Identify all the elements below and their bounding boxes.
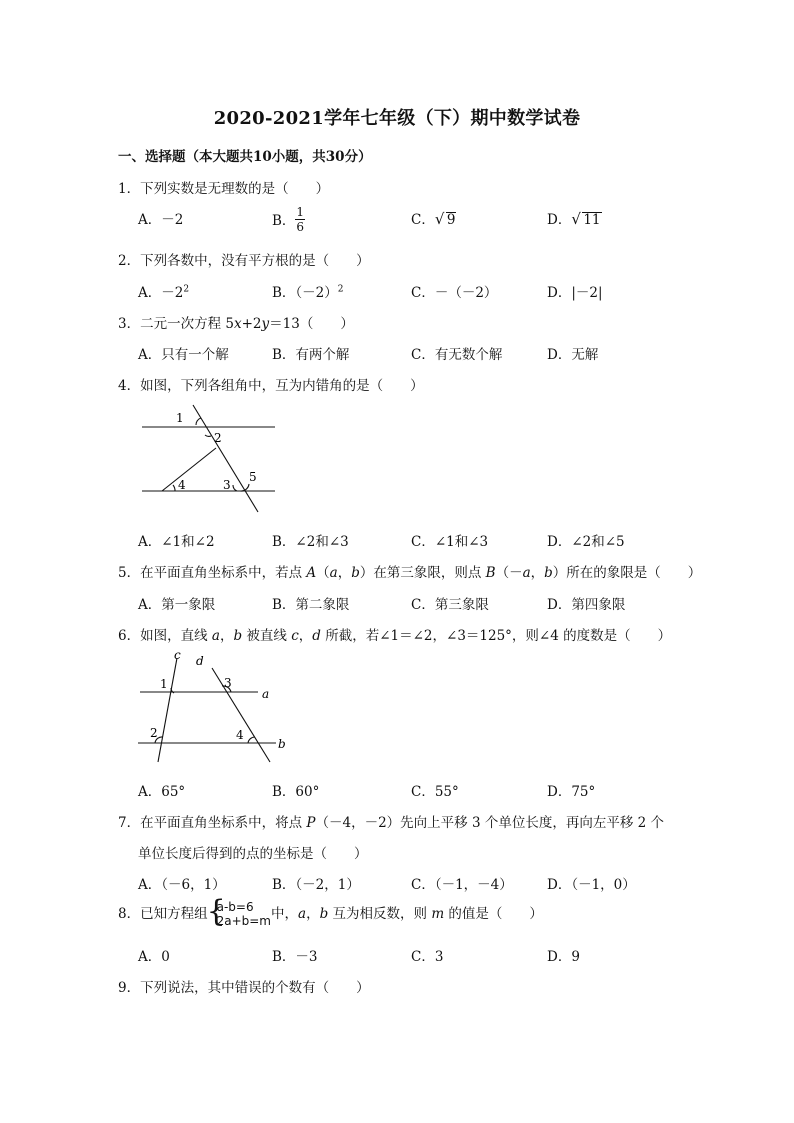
option-d: D．75° — [547, 784, 596, 800]
question-5: 5．在平面直角坐标系中，若点 A（a，b）在第三象限，则点 B（－a，b）所在的象限是（ ） — [118, 565, 702, 581]
option-b: B．－3 — [272, 949, 318, 965]
option-a: A．$-2^2$ — [138, 284, 190, 301]
angle-label-1: 1 — [176, 411, 184, 425]
question-4: 4．如图，下列各组角中，互为内错角的是（ ） — [118, 378, 424, 394]
angle-label-1: 1 — [160, 677, 168, 691]
question-9: 9．下列说法，其中错误的个数有（ ） — [118, 980, 370, 996]
option-a: A．∠1和∠2 — [138, 534, 215, 550]
angle-label-2: 2 — [214, 431, 222, 445]
line-label-a: a — [262, 687, 270, 701]
option-a: A．（－6，1） — [138, 877, 226, 893]
option-c: C．－（－2） — [411, 285, 498, 301]
option-b: B． $\frac{1}{6}$ — [272, 205, 305, 234]
option-c: C．3 — [411, 949, 444, 965]
option-b: B．∠2和∠3 — [272, 534, 349, 550]
question-3-options — [138, 343, 658, 365]
option-c: C．55° — [411, 784, 459, 800]
option-d: D．|－2| — [547, 285, 603, 301]
option-b: B．（－2，1） — [272, 877, 360, 893]
question-8: 8．已知方程组 { a-b=6 2a+b=m 中，a，b 互为相反数，则 m 的值是（ ） — [118, 894, 543, 929]
option-a: A．65° — [138, 784, 186, 800]
sqrt: √ 9 — [435, 212, 457, 228]
option-d: D．∠2和∠5 — [547, 534, 625, 550]
angle-label-3: 3 — [224, 676, 232, 690]
option-b: B．第二象限 — [272, 597, 350, 613]
line-label-b: b — [278, 737, 286, 751]
option-a: A．只有一个解 — [138, 347, 229, 363]
question-2: 2．下列各数中，没有平方根的是（ ） — [118, 253, 370, 269]
question-5-options — [138, 593, 658, 615]
line-label-c: c — [174, 648, 181, 662]
section-heading: 一、选择题（本大题共10小题，共30分） — [118, 149, 372, 165]
line-label-d: d — [196, 654, 204, 668]
question-2-options — [138, 281, 658, 303]
figure-6-diagram — [130, 648, 295, 768]
option-d: D．（－1，0） — [547, 877, 636, 893]
question-7: 7．在平面直角坐标系中，将点 P（－4，－2）先向上平移 3 个单位长度，再向左平移 2 个 — [118, 815, 665, 831]
option-c: C．√ 9 — [411, 208, 456, 228]
angle-label-4: 4 — [236, 728, 244, 742]
option-c: C．（－1，－4） — [411, 877, 513, 893]
page-title: 2020-2021学年七年级（下）期中数学试卷 — [213, 108, 581, 129]
option-d: D．9 — [547, 949, 580, 965]
question-6-options — [138, 780, 658, 802]
question-8-options — [138, 945, 658, 967]
option-b: B．60° — [272, 784, 320, 800]
option-b: B．$(-2)^2$ — [272, 284, 344, 301]
option-c: C．∠1和∠3 — [411, 534, 489, 550]
option-b: B．有两个解 — [272, 347, 350, 363]
figure-4-diagram — [130, 400, 290, 520]
option-d: D．第四象限 — [547, 597, 626, 613]
option-a: A．0 — [138, 949, 170, 965]
option-d: D．√ 11 — [547, 208, 602, 228]
angle-label-3: 3 — [223, 478, 231, 492]
equation-system: { a-b=6 2a+b=m — [206, 894, 271, 929]
question-3: 3．二元一次方程 5x+2y＝13（ ） — [118, 316, 354, 332]
angle-label-5: 5 — [249, 470, 257, 484]
sqrt: √ 11 — [571, 212, 601, 228]
question-4-options — [138, 530, 658, 552]
question-1: 1．下列实数是无理数的是（ ） — [118, 181, 330, 197]
question-6: 6．如图，直线 a，b 被直线 c，d 所截，若∠1＝∠2，∠3＝125°，则∠4 的度数是（ ） — [118, 628, 672, 644]
fraction: $\frac{1}{6}$ — [296, 205, 305, 234]
question-7-line-2: 单位长度后得到的点的坐标是（ ） — [138, 846, 368, 862]
angle-label-4: 4 — [178, 478, 186, 492]
option-a: A．－2 — [138, 212, 184, 228]
option-d: D．无解 — [547, 347, 599, 363]
question-7-options — [138, 873, 658, 895]
question-1-options — [138, 205, 658, 234]
option-c: C．第三象限 — [411, 597, 489, 613]
option-c: C．有无数个解 — [411, 347, 503, 363]
option-a: A．第一象限 — [138, 597, 216, 613]
angle-label-2: 2 — [150, 726, 158, 740]
